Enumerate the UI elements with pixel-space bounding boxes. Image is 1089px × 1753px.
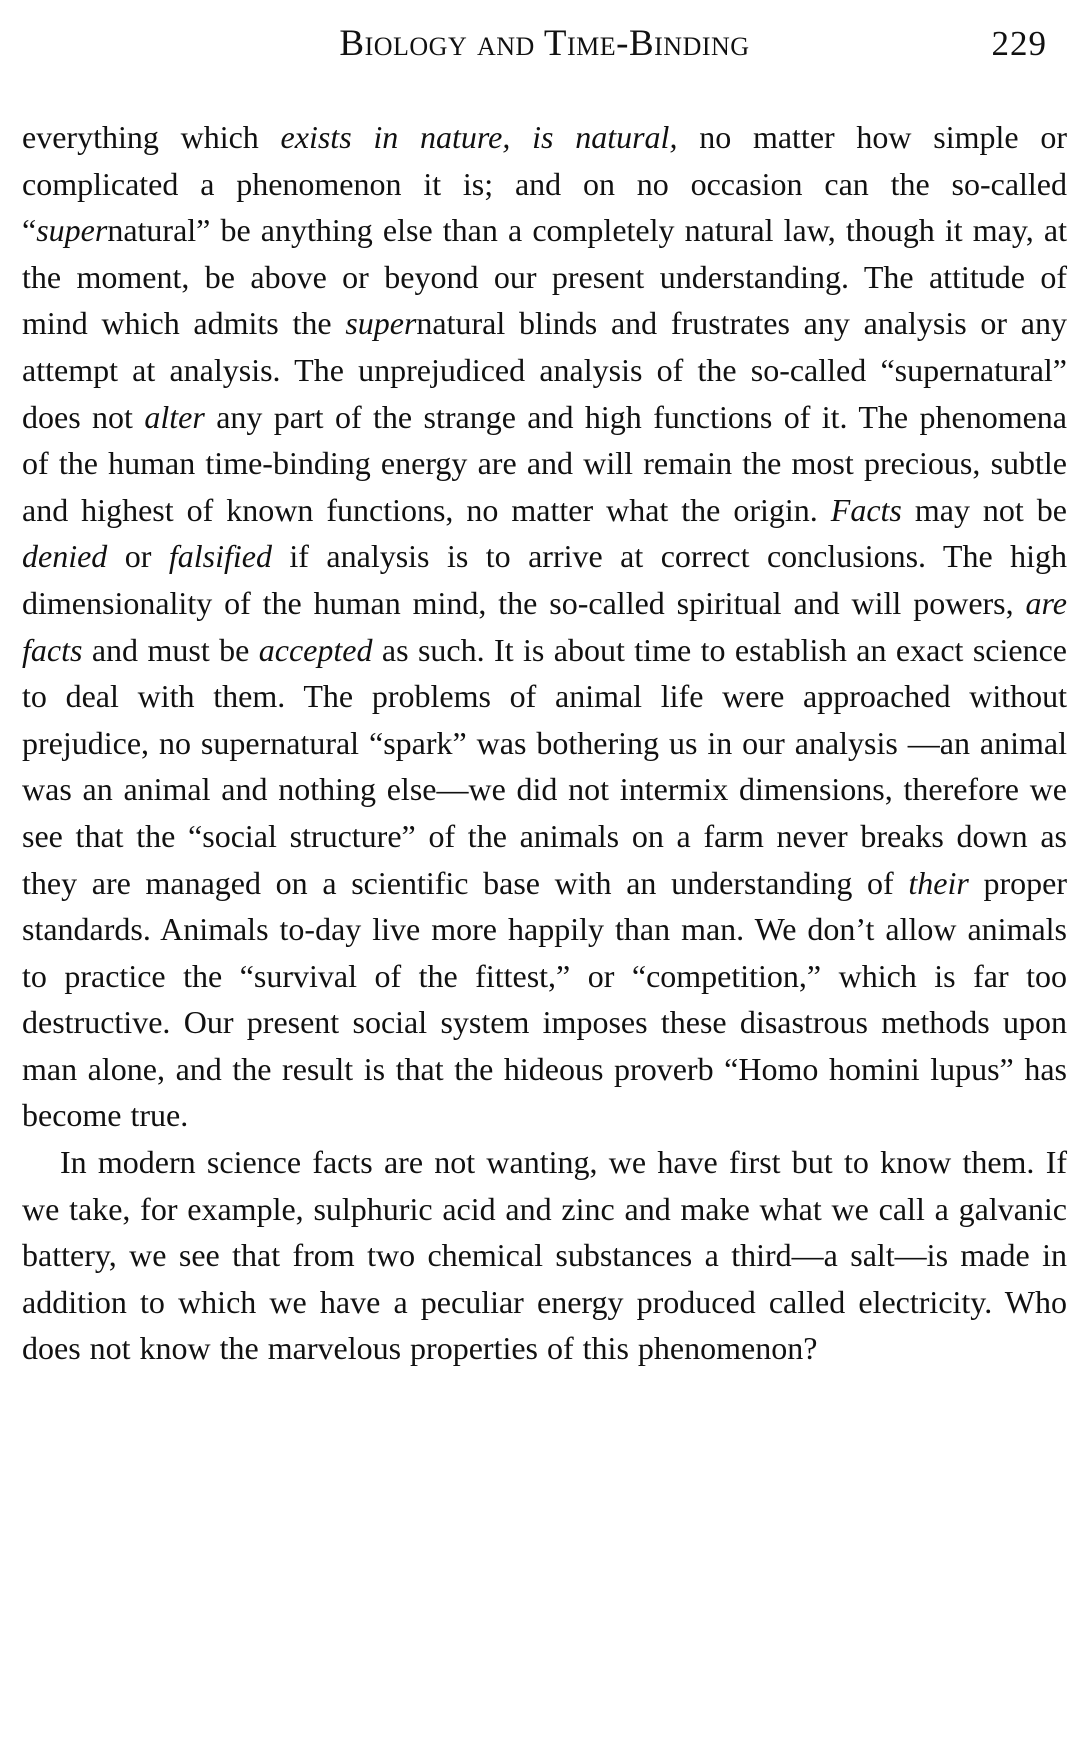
italic-text: falsified [168,538,272,575]
book-page [22,14,1067,1372]
body-text [22,114,1067,1372]
text-run: no matter how simple or complicated a phenomenon it is; and on no occasion can the so-called “ [22,119,1068,249]
text-run: natural” be anything else than a completely natural law, though it may, at the moment, be above or beyond our present understanding. The attitude of mind which admits the [22,212,1067,342]
text-run: any part of the strange and high functions of it. The phenomena of the human time-binding energy are and will remain the most precious, subtle and highest of known functions, no matter what the origin. [22,398,1068,528]
text-run: as such. It is about time to establish an exact science to deal with them. The problems of animal life were approached without prejudice, no supernatural “spark” was bothering us in our analysis —an animal was an animal and nothing else—we did not intermix dimensions, therefore we see that the “social structure” of the animals on a farm never breaks down as they are managed on a scientific base with an understanding of [22,631,1068,901]
text-run: and must be [82,631,259,668]
italic-text: accepted [258,631,373,668]
running-head: Biology and Time-Binding [339,23,750,64]
italic-text: alter [144,398,205,435]
text-run: proper standards. Animals to-day live more happily than man. We don’t allow animals to practice the “survival of the fittest,” or “competition,” which is far too destructive. Our present social system imposes these disastrous methods upon man alone, and the result is that the hideous proverb “Homo homini lupus” has become true. [22,864,1068,1134]
italic-text: their [908,864,969,901]
text-run: everything which [22,119,281,155]
page-number: 229 [991,24,1047,63]
text-run: or [107,538,169,575]
paragraph-2 [22,1139,1067,1372]
italic-text: Facts [830,491,902,528]
text-run: In modern science facts are not wanting, we have first but to know them. If we take, for example, sulphuric acid and zinc and make what we call a galvanic battery, we see that from two chemical substances a third—a salt—is made in addition to which we have a peculiar energy produced called electricity. Who does not know the marvelous properties of this phenomenon? [22,1144,1067,1367]
text-run: natural blinds and frustrates any analysis or any attempt at analysis. The unprejudiced analysis of the so-called “supernatural” does not [22,305,1068,435]
paragraph-1 [22,114,1067,1139]
italic-text: are facts [22,584,1067,668]
italic-text: denied [22,538,108,575]
italic-text: super [36,212,108,249]
text-run: if analysis is to arrive at correct conclusions. The high dimensionality of the human mind, the so-called spiritual and will powers, [22,538,1068,621]
text-run: may not be [901,491,1068,528]
italic-text: super [345,305,417,342]
page-header [22,14,1067,74]
italic-text: exists in nature, is natural, [280,119,678,155]
